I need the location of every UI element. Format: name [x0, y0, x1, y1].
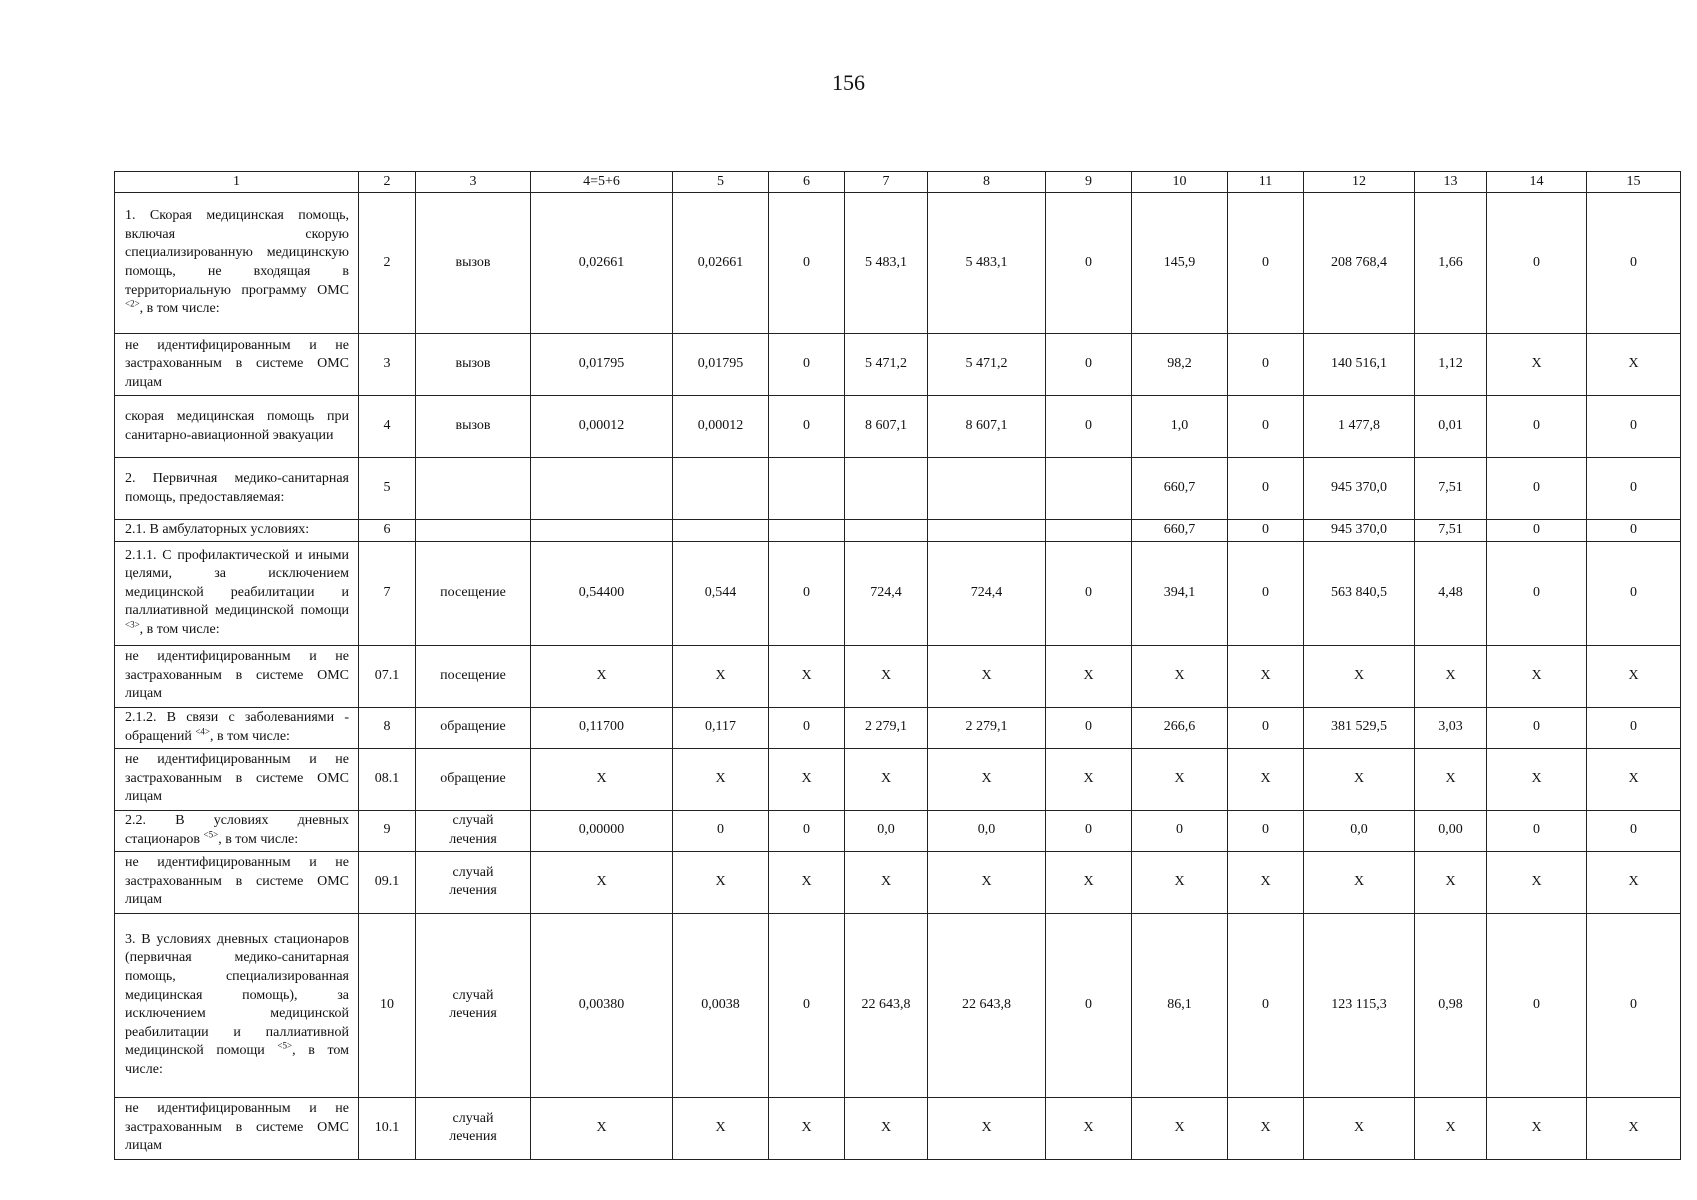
table-cell: 3	[359, 334, 416, 396]
table-cell: 724,4	[845, 541, 928, 645]
row-label: 2. Первичная медико-санитарная помощь, предоставляемая:	[115, 458, 359, 520]
table-cell: 660,7	[1132, 458, 1228, 520]
table-cell: 7,51	[1415, 520, 1487, 542]
row-label: не идентифицированным и не застрахованным в системе ОМС лицам	[115, 645, 359, 707]
header-cell: 3	[416, 172, 531, 193]
table-cell: X	[531, 645, 673, 707]
table-cell: случай лечения	[416, 1097, 531, 1159]
table-cell: 0	[1487, 458, 1587, 520]
footnote-ref: <4>	[195, 725, 210, 736]
table-cell: 0	[1228, 810, 1304, 851]
footnote-ref: <5>	[203, 828, 219, 839]
table-cell: 0	[769, 334, 845, 396]
table-cell: 0,00	[1415, 810, 1487, 851]
table-cell: 0,0038	[673, 913, 769, 1097]
table-cell: 563 840,5	[1304, 541, 1415, 645]
table-cell: X	[1228, 748, 1304, 810]
table-cell: 0	[1487, 541, 1587, 645]
table-cell: 10.1	[359, 1097, 416, 1159]
table-cell: 0,11700	[531, 707, 673, 748]
table-cell: 1 477,8	[1304, 396, 1415, 458]
table-cell: 0	[1487, 520, 1587, 542]
table-cell: X	[531, 748, 673, 810]
table-cell: 0,0	[845, 810, 928, 851]
table-cell: 0	[769, 707, 845, 748]
table-cell: 0	[1046, 193, 1132, 334]
table-cell: 0	[1587, 810, 1681, 851]
table-cell: случай лечения	[416, 810, 531, 851]
header-cell: 2	[359, 172, 416, 193]
table-cell: 381 529,5	[1304, 707, 1415, 748]
table-cell: 0,0	[928, 810, 1046, 851]
table-cell: X	[1046, 645, 1132, 707]
table-cell: 0,01	[1415, 396, 1487, 458]
table-row	[115, 707, 1681, 748]
table-cell: 86,1	[1132, 913, 1228, 1097]
table-cell: 9	[359, 810, 416, 851]
table-cell: X	[1487, 851, 1587, 913]
table-cell	[1046, 520, 1132, 542]
table-cell: 09.1	[359, 851, 416, 913]
table-cell	[769, 458, 845, 520]
table-cell: X	[1304, 645, 1415, 707]
page-number: 156	[832, 70, 865, 95]
table-cell: 145,9	[1132, 193, 1228, 334]
table-cell: X	[673, 851, 769, 913]
table-cell: 0	[769, 541, 845, 645]
table-cell: 945 370,0	[1304, 520, 1415, 542]
row-label: не идентифицированным и не застрахованным в системе ОМС лицам	[115, 1097, 359, 1159]
table-cell: 5 483,1	[928, 193, 1046, 334]
table-cell: 0,544	[673, 541, 769, 645]
table-cell: 0	[769, 396, 845, 458]
table-cell: 0,0	[1304, 810, 1415, 851]
table-row	[115, 851, 1681, 913]
table-cell: 0	[1587, 193, 1681, 334]
table-cell: X	[1415, 1097, 1487, 1159]
table-cell: 22 643,8	[928, 913, 1046, 1097]
table-cell: X	[1132, 1097, 1228, 1159]
table-cell: 22 643,8	[845, 913, 928, 1097]
table-cell: посещение	[416, 645, 531, 707]
table-cell: 0	[1228, 193, 1304, 334]
table-cell: 0	[1487, 396, 1587, 458]
table-cell: 0	[1228, 396, 1304, 458]
table-cell: 0	[1046, 810, 1132, 851]
table-cell: X	[1487, 748, 1587, 810]
table-cell	[531, 520, 673, 542]
table-cell: X	[1304, 851, 1415, 913]
table-cell: X	[1228, 1097, 1304, 1159]
table-row	[115, 541, 1681, 645]
table-cell: 3,03	[1415, 707, 1487, 748]
table-cell	[531, 458, 673, 520]
table-cell: X	[1487, 645, 1587, 707]
table-cell: X	[531, 1097, 673, 1159]
table-row	[115, 748, 1681, 810]
table-cell: 0,117	[673, 707, 769, 748]
row-label: 2.1.2. В связи с заболеваниями - обращений $^{<4>}$, в том числе:	[115, 707, 359, 748]
table-row	[115, 645, 1681, 707]
table-row	[115, 810, 1681, 851]
table-cell: 123 115,3	[1304, 913, 1415, 1097]
table-cell: 5 471,2	[928, 334, 1046, 396]
table-cell: 8	[359, 707, 416, 748]
header-cell: 7	[845, 172, 928, 193]
table-cell	[673, 458, 769, 520]
table-cell: X	[1046, 1097, 1132, 1159]
table-cell: X	[1587, 1097, 1681, 1159]
footnote-ref: <2>	[125, 298, 140, 309]
table-cell: 0	[1228, 707, 1304, 748]
table-cell: 8 607,1	[845, 396, 928, 458]
table-cell: X	[1132, 645, 1228, 707]
table-cell: 0,98	[1415, 913, 1487, 1097]
table-cell: 5 471,2	[845, 334, 928, 396]
table-cell: вызов	[416, 193, 531, 334]
table-cell: X	[845, 645, 928, 707]
table-cell: 0	[1046, 707, 1132, 748]
table-cell	[769, 520, 845, 542]
table-cell: X	[928, 851, 1046, 913]
table-cell: 0	[1046, 334, 1132, 396]
table-cell: X	[769, 748, 845, 810]
footnote-ref: <3>	[125, 619, 140, 630]
table-cell: 0	[673, 810, 769, 851]
table-cell	[928, 458, 1046, 520]
table-cell: X	[1228, 645, 1304, 707]
table-cell: 08.1	[359, 748, 416, 810]
row-label: не идентифицированным и не застрахованным в системе ОМС лицам	[115, 748, 359, 810]
table-cell: 0	[1487, 193, 1587, 334]
table-cell: 4	[359, 396, 416, 458]
table-cell: X	[845, 1097, 928, 1159]
table-cell: вызов	[416, 396, 531, 458]
table-cell: X	[928, 748, 1046, 810]
table-cell: 0,02661	[673, 193, 769, 334]
table-row	[115, 458, 1681, 520]
table-cell: 0	[1228, 334, 1304, 396]
table-cell: 0	[1046, 396, 1132, 458]
table-cell: 07.1	[359, 645, 416, 707]
table-cell: 0	[1046, 913, 1132, 1097]
table-cell: X	[1304, 748, 1415, 810]
table-cell: X	[845, 851, 928, 913]
table-cell: 266,6	[1132, 707, 1228, 748]
header-cell: 6	[769, 172, 845, 193]
row-label: 2.1. В амбулаторных условиях:	[115, 520, 359, 542]
table-cell: 0,02661	[531, 193, 673, 334]
table-cell: 0	[1587, 913, 1681, 1097]
table-cell: X	[1487, 334, 1587, 396]
table-cell: X	[1487, 1097, 1587, 1159]
table-cell: X	[1046, 748, 1132, 810]
table-cell: 0	[1228, 458, 1304, 520]
table-cell: 0	[1587, 707, 1681, 748]
table-cell: X	[1228, 851, 1304, 913]
table-cell: 0	[1587, 541, 1681, 645]
table-cell: 0,00000	[531, 810, 673, 851]
table-cell: 0	[1487, 913, 1587, 1097]
row-label: 2.1.1. С профилактической и иными целями, за исключением медицинской реабилитации и паллиативной медицинской помощи $^{<3>}$, в том числе:	[115, 541, 359, 645]
table-cell: 0	[1587, 458, 1681, 520]
table-cell: 0	[769, 193, 845, 334]
table-cell: 0	[1228, 541, 1304, 645]
table-cell: 0	[1046, 541, 1132, 645]
table-cell: 1,0	[1132, 396, 1228, 458]
table-cell: 0	[769, 913, 845, 1097]
table-cell: 10	[359, 913, 416, 1097]
table-cell: 0	[1228, 913, 1304, 1097]
table-row	[115, 193, 1681, 334]
table-cell: X	[769, 1097, 845, 1159]
table-cell: X	[531, 851, 673, 913]
header-cell: 12	[1304, 172, 1415, 193]
table-cell: 7	[359, 541, 416, 645]
table-row	[115, 913, 1681, 1097]
table-cell	[1046, 458, 1132, 520]
table-row	[115, 1097, 1681, 1159]
header-cell: 14	[1487, 172, 1587, 193]
table-cell: X	[928, 1097, 1046, 1159]
table-cell	[845, 458, 928, 520]
header-row	[115, 172, 1681, 193]
table-cell: 2	[359, 193, 416, 334]
table-cell: 0	[1132, 810, 1228, 851]
table-cell: 0,01795	[531, 334, 673, 396]
table-cell: случай лечения	[416, 851, 531, 913]
table-cell: 208 768,4	[1304, 193, 1415, 334]
table-cell: X	[1587, 334, 1681, 396]
table-cell	[928, 520, 1046, 542]
table-cell: 1,12	[1415, 334, 1487, 396]
table-cell: 7,51	[1415, 458, 1487, 520]
header-cell: 11	[1228, 172, 1304, 193]
header-cell: 5	[673, 172, 769, 193]
footnote-ref: <5>	[277, 1040, 293, 1051]
table-cell: 0	[769, 810, 845, 851]
table-cell: 98,2	[1132, 334, 1228, 396]
header-cell: 4=5+6	[531, 172, 673, 193]
table-cell	[673, 520, 769, 542]
table-cell: X	[1587, 851, 1681, 913]
row-label: 3. В условиях дневных стационаров (первичная медико-санитарная помощь, специализированная медицинская помощь), за исключением медицинской реабилитации и паллиативной медицинской помощи $^{<5>}$, в том числе:	[115, 913, 359, 1097]
table-cell: 8 607,1	[928, 396, 1046, 458]
table-cell: X	[1304, 1097, 1415, 1159]
table-cell: X	[1587, 645, 1681, 707]
table-cell: 5	[359, 458, 416, 520]
header-cell: 8	[928, 172, 1046, 193]
table-cell: 0,54400	[531, 541, 673, 645]
table-cell: X	[1415, 851, 1487, 913]
table-row	[115, 334, 1681, 396]
table-cell: 2 279,1	[845, 707, 928, 748]
table-cell: 0,01795	[673, 334, 769, 396]
table-cell: 5 483,1	[845, 193, 928, 334]
table-cell	[416, 458, 531, 520]
row-label: не идентифицированным и не застрахованным в системе ОМС лицам	[115, 334, 359, 396]
table-cell: 1,66	[1415, 193, 1487, 334]
table-cell: случай лечения	[416, 913, 531, 1097]
table-cell: обращение	[416, 707, 531, 748]
table-cell: X	[845, 748, 928, 810]
table-cell: X	[673, 748, 769, 810]
table-cell: 0,00012	[673, 396, 769, 458]
header-cell: 1	[115, 172, 359, 193]
table-cell: 0	[1587, 520, 1681, 542]
table-cell: 0	[1487, 707, 1587, 748]
table-cell: 660,7	[1132, 520, 1228, 542]
table-cell: X	[769, 645, 845, 707]
table-cell: X	[1415, 645, 1487, 707]
table-cell	[845, 520, 928, 542]
header-cell: 10	[1132, 172, 1228, 193]
data-table	[114, 171, 1681, 1160]
row-label: скорая медицинская помощь при санитарно-авиационной эвакуации	[115, 396, 359, 458]
header-cell: 15	[1587, 172, 1681, 193]
table-row	[115, 396, 1681, 458]
table-cell: X	[1046, 851, 1132, 913]
table-cell: X	[1132, 851, 1228, 913]
table-cell: 4,48	[1415, 541, 1487, 645]
table-cell: 6	[359, 520, 416, 542]
table-cell: 394,1	[1132, 541, 1228, 645]
table-cell: X	[1587, 748, 1681, 810]
table-cell: вызов	[416, 334, 531, 396]
table-cell: X	[928, 645, 1046, 707]
row-label: 1. Скорая медицинская помощь, включая скорую специализированную медицинскую помощь, не входящая в территориальную программу ОМС $^{<2>}$, в том числе:	[115, 193, 359, 334]
table-cell: 140 516,1	[1304, 334, 1415, 396]
header-cell: 9	[1046, 172, 1132, 193]
header-cell: 13	[1415, 172, 1487, 193]
table-cell: X	[1415, 748, 1487, 810]
table-cell: 0	[1487, 810, 1587, 851]
table-cell: 0	[1587, 396, 1681, 458]
table-cell: 724,4	[928, 541, 1046, 645]
table-cell: обращение	[416, 748, 531, 810]
table-cell	[416, 520, 531, 542]
table-cell: 2 279,1	[928, 707, 1046, 748]
row-label: 2.2. В условиях дневных стационаров $^{<5>}$, в том числе:	[115, 810, 359, 851]
table-cell: X	[673, 645, 769, 707]
table-row	[115, 520, 1681, 542]
table-cell: 945 370,0	[1304, 458, 1415, 520]
table-cell: посещение	[416, 541, 531, 645]
table-cell: X	[769, 851, 845, 913]
table-cell: X	[1132, 748, 1228, 810]
table-cell: 0	[1228, 520, 1304, 542]
row-label: не идентифицированным и не застрахованным в системе ОМС лицам	[115, 851, 359, 913]
table-cell: X	[673, 1097, 769, 1159]
table-cell: 0,00380	[531, 913, 673, 1097]
table-cell: 0,00012	[531, 396, 673, 458]
